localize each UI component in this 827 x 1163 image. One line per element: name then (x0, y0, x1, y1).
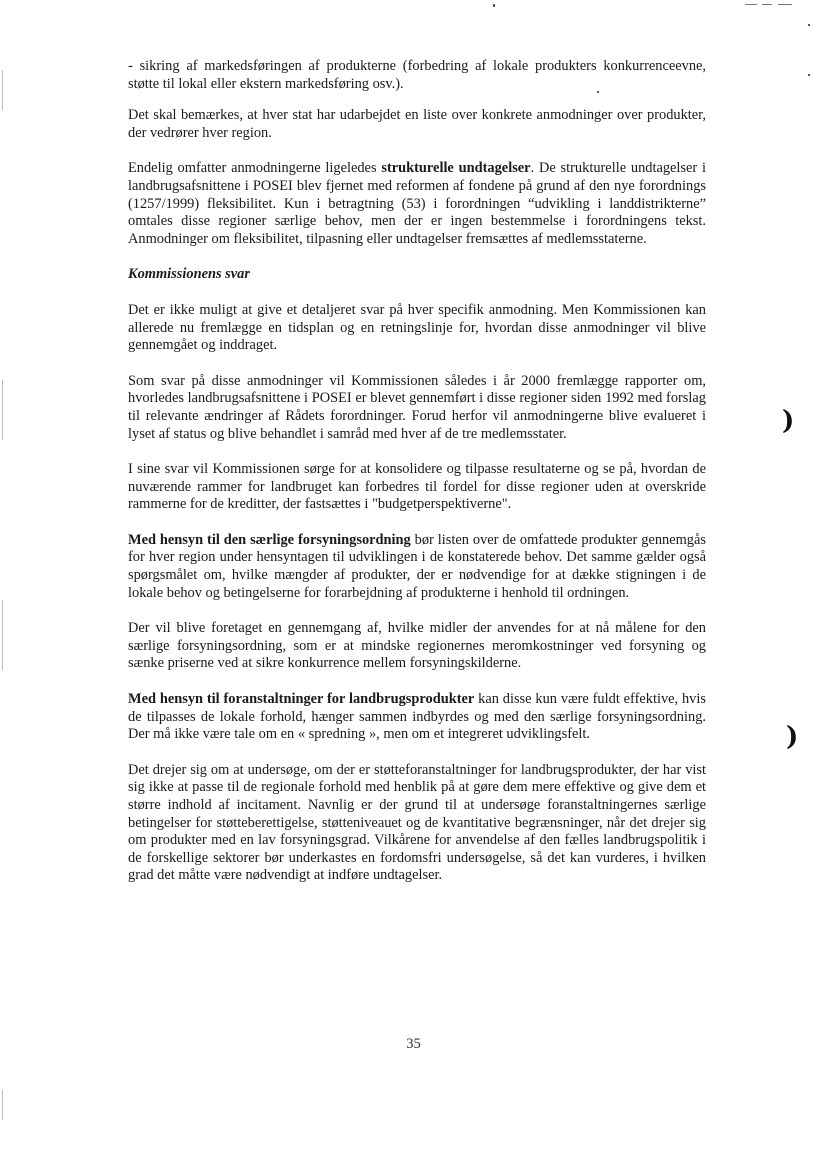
paragraph (128, 532, 706, 602)
section-heading: Kommissionens svar (128, 266, 250, 283)
scan-mark-top (745, 4, 757, 5)
paragraph-text: Endelig omfatter anmodningerne ligeledes (128, 160, 382, 177)
page-number: 35 (406, 1036, 421, 1052)
scan-edge-line (2, 1090, 3, 1120)
binder-hole-mark: ) (786, 722, 799, 752)
scan-edge-line (2, 600, 3, 670)
paragraph: Det skal bemærkes, at hver stat har udarbejdet en liste over konkrete anmodninger over produkter, der vedrører hver region. (128, 107, 706, 141)
document-body (128, 58, 706, 903)
paragraph-text: . De strukturelle undtagelser i landbrugsafsnittene i POSEI blev fjernet med reformen af fondene på grund af den nye forordnings (1257/1999) fleksibilitet. Kun i betragtning (53) i forordningen “udvikling i landdistrikterne” omtales disse regioner særlige behov, men der er ingen bestemmelse i forordningens tekst. Anmodninger om fleksibilitet, tilpasning eller undtagelser fremsættes af medlemsstaterne. (128, 160, 706, 247)
scan-edge-line (2, 70, 3, 110)
scan-speck (808, 74, 810, 76)
paragraph: Det drejer sig om at undersøge, om der er støtteforanstaltninger for landbrugsprodukter, der har vist sig ikke at passe til de regionale forhold med henblik på at gøre dem mere effektive og give dem et større indhold af incitament. Navnlig er der grund til at undersøge foranstaltningernes særlige betingelser for støtteberettigelse, støtteniveauet og de kvantitative begrænsninger, når det drejer sig om produkter med en lav forsyningsgrad. Vilkårene for anvendelse af den fælles landbrugspolitik i de forskellige sektorer bør underkastes en fordomsfri undersøgelse, så det kan vurderes, i hvilken grad det måtte være nødvendigt at indføre undtagelser. (128, 761, 706, 884)
emphasis-text: Med hensyn til den særlige forsyningsordning (128, 531, 411, 548)
scan-mark-top (762, 4, 772, 5)
paragraph: Der vil blive foretaget en gennemgang af, hvilke midler der anvendes for at nå målene for den særlige forsyningsordning, som er at mindske regionernes meromkostninger ved forsyning og sænke priserne ved at sikre konkurrence mellem forsyningskilderne. (128, 620, 706, 672)
paragraph: Som svar på disse anmodninger vil Kommissionen således i år 2000 fremlægge rapporter om, hvorledes landbrugsafsnittene i POSEI er blevet gennemført i disse regioner siden 1992 med forslag til relevante ændringer af Rådets forordninger. Forud herfor vil anmodningerne blive evalueret i lyset af status og blive behandlet i samråd med hver af de tre medlemsstater. (128, 372, 706, 442)
scan-mark-top (778, 4, 792, 5)
paragraph (128, 691, 706, 744)
binder-hole-mark: ) (782, 406, 795, 436)
scan-edge-line (2, 380, 3, 440)
paragraph-bullet: - sikring af markedsføringen af produkterne (forbedring af lokale produkters konkurrenceevne, støtte til lokal eller ekstern markedsføring osv.). (128, 58, 706, 92)
paragraph-text: bør listen over de omfattede produkter gennemgås for hver region under hensyntagen til udviklingen i de konstaterede behov. Det samme gælder også spørgsmålet om, hvilke mængder af produkter, der er nødvendige for at dække stigningen i de lokale behov og betingelserne for forarbejdning af produkterne i henhold til ordningen. (128, 531, 706, 601)
paragraph: Det er ikke muligt at give et detaljeret svar på hver specifik anmodning. Men Kommissionen kan allerede nu fremlægge en tidsplan og en retningslinje for, hvordan disse anmodninger vil blive gennemgået og inddraget. (128, 301, 706, 354)
emphasis-text: Med hensyn til foranstaltninger for landbrugsprodukter (128, 691, 475, 708)
scan-speck (493, 4, 495, 7)
paragraph: I sine svar vil Kommissionen sørge for at konsolidere og tilpasse resultaterne og se på, hvordan de nuværende rammer for landbruget kan forbedres til fordel for disse regioner uden at overskride rammerne for de kreditter, der fastsættes i "budgetperspektiverne". (128, 461, 706, 513)
paragraph (128, 160, 706, 248)
paragraph-text: kan disse kun være fuldt effektive, hvis de tilpasses de lokale forhold, hænger sammen indbyrdes og med den særlige forsyningsordning. Der må ikke være tale om en « spredning », men om et integreret udviklingsfelt. (128, 691, 706, 743)
emphasis-text: strukturelle undtagelser (381, 160, 531, 177)
scan-speck (808, 24, 810, 26)
